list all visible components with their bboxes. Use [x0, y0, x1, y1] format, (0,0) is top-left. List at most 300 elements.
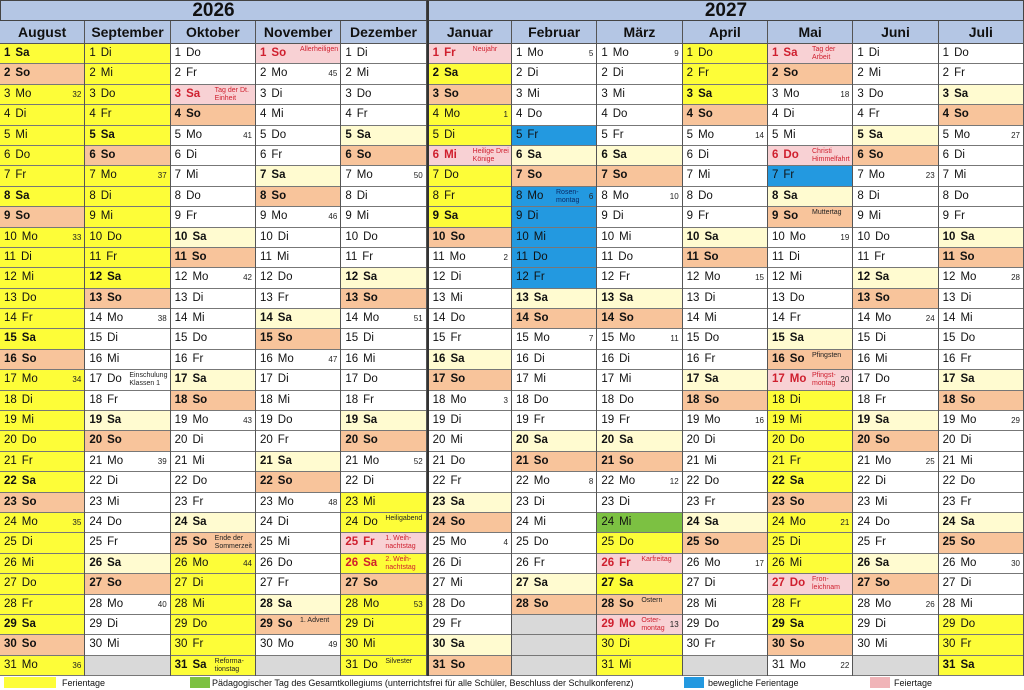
day-cell[interactable] — [85, 472, 169, 492]
day-cell[interactable] — [683, 350, 767, 370]
day-cell[interactable] — [0, 187, 84, 207]
day-cell[interactable] — [512, 105, 596, 125]
day-cell[interactable] — [512, 268, 596, 288]
day-cell[interactable] — [683, 105, 767, 125]
day-cell[interactable] — [0, 635, 84, 655]
day-cell[interactable] — [0, 350, 84, 370]
day-cell[interactable] — [853, 554, 937, 574]
day-cell[interactable] — [939, 228, 1023, 248]
day-cell[interactable] — [256, 493, 340, 513]
day-cell[interactable] — [512, 595, 596, 615]
day-cell[interactable] — [853, 370, 937, 390]
day-cell[interactable] — [341, 350, 425, 370]
day-cell[interactable] — [683, 248, 767, 268]
day-cell[interactable] — [429, 431, 511, 451]
day-cell[interactable] — [939, 493, 1023, 513]
day-cell[interactable] — [683, 452, 767, 472]
day-cell[interactable] — [0, 533, 84, 553]
day-cell[interactable] — [597, 350, 681, 370]
day-cell[interactable] — [683, 126, 767, 146]
day-cell[interactable] — [341, 472, 425, 492]
day-cell[interactable] — [171, 472, 255, 492]
day-cell[interactable] — [171, 452, 255, 472]
day-cell[interactable] — [512, 493, 596, 513]
day-cell[interactable] — [512, 228, 596, 248]
day-cell[interactable] — [341, 126, 425, 146]
day-cell[interactable] — [85, 248, 169, 268]
day-cell[interactable] — [853, 533, 937, 553]
day-cell[interactable] — [768, 656, 852, 676]
day-cell[interactable] — [512, 126, 596, 146]
day-cell[interactable] — [768, 166, 852, 186]
day-cell[interactable] — [683, 431, 767, 451]
day-cell[interactable] — [0, 452, 84, 472]
day-cell[interactable] — [597, 411, 681, 431]
day-cell[interactable] — [85, 452, 169, 472]
day-cell[interactable] — [429, 656, 511, 676]
day-cell[interactable] — [939, 248, 1023, 268]
day-cell[interactable] — [0, 309, 84, 329]
day-cell[interactable] — [85, 44, 169, 64]
day-cell[interactable] — [171, 44, 255, 64]
day-cell[interactable] — [256, 533, 340, 553]
day-cell[interactable] — [939, 391, 1023, 411]
day-cell[interactable] — [256, 554, 340, 574]
day-cell[interactable] — [853, 595, 937, 615]
day-cell[interactable] — [853, 166, 937, 186]
day-cell[interactable] — [429, 166, 511, 186]
day-cell[interactable] — [85, 64, 169, 84]
day-cell[interactable] — [429, 391, 511, 411]
day-cell[interactable] — [683, 533, 767, 553]
day-cell[interactable] — [939, 350, 1023, 370]
day-cell[interactable] — [512, 513, 596, 533]
day-cell[interactable] — [683, 268, 767, 288]
day-cell[interactable] — [939, 268, 1023, 288]
day-cell[interactable] — [341, 533, 425, 553]
day-cell[interactable] — [0, 44, 84, 64]
day-cell[interactable] — [429, 513, 511, 533]
day-cell[interactable] — [768, 615, 852, 635]
day-cell[interactable] — [939, 533, 1023, 553]
day-cell[interactable] — [171, 289, 255, 309]
day-cell[interactable] — [853, 207, 937, 227]
day-cell[interactable] — [341, 493, 425, 513]
day-cell[interactable] — [171, 635, 255, 655]
day-cell[interactable] — [85, 554, 169, 574]
day-cell[interactable] — [853, 431, 937, 451]
day-cell[interactable] — [597, 472, 681, 492]
day-cell[interactable] — [597, 207, 681, 227]
day-cell[interactable] — [683, 309, 767, 329]
day-cell[interactable] — [0, 166, 84, 186]
day-cell[interactable] — [256, 248, 340, 268]
day-cell[interactable] — [683, 228, 767, 248]
day-cell[interactable] — [429, 228, 511, 248]
day-cell[interactable] — [683, 595, 767, 615]
day-cell[interactable] — [597, 228, 681, 248]
day-cell[interactable] — [85, 431, 169, 451]
day-cell[interactable] — [0, 207, 84, 227]
day-cell[interactable] — [0, 554, 84, 574]
day-cell[interactable] — [853, 126, 937, 146]
day-cell[interactable] — [341, 370, 425, 390]
day-cell[interactable] — [0, 493, 84, 513]
day-cell[interactable] — [597, 554, 681, 574]
day-cell[interactable] — [768, 493, 852, 513]
day-cell[interactable] — [429, 554, 511, 574]
day-cell[interactable] — [341, 595, 425, 615]
day-cell[interactable] — [512, 44, 596, 64]
day-cell[interactable] — [939, 329, 1023, 349]
day-cell[interactable] — [341, 554, 425, 574]
day-cell[interactable] — [256, 309, 340, 329]
day-cell[interactable] — [341, 431, 425, 451]
day-cell[interactable] — [683, 472, 767, 492]
day-cell[interactable] — [171, 595, 255, 615]
day-cell[interactable] — [171, 656, 255, 676]
day-cell[interactable] — [256, 411, 340, 431]
day-cell[interactable] — [768, 329, 852, 349]
day-cell[interactable] — [768, 268, 852, 288]
day-cell[interactable] — [256, 166, 340, 186]
day-cell[interactable] — [768, 391, 852, 411]
day-cell[interactable] — [683, 615, 767, 635]
day-cell[interactable] — [768, 289, 852, 309]
day-cell[interactable] — [597, 289, 681, 309]
day-cell[interactable] — [85, 329, 169, 349]
day-cell[interactable] — [853, 574, 937, 594]
day-cell[interactable] — [341, 329, 425, 349]
day-cell[interactable] — [768, 513, 852, 533]
day-cell[interactable] — [341, 268, 425, 288]
day-cell[interactable] — [683, 370, 767, 390]
day-cell[interactable] — [0, 615, 84, 635]
day-cell[interactable] — [171, 615, 255, 635]
day-cell[interactable] — [85, 126, 169, 146]
day-cell[interactable] — [939, 309, 1023, 329]
day-cell[interactable] — [768, 187, 852, 207]
day-cell[interactable] — [85, 166, 169, 186]
day-cell[interactable] — [0, 411, 84, 431]
day-cell[interactable] — [171, 370, 255, 390]
day-cell[interactable] — [429, 289, 511, 309]
day-cell[interactable] — [597, 493, 681, 513]
day-cell[interactable] — [0, 268, 84, 288]
day-cell[interactable] — [768, 554, 852, 574]
day-cell[interactable] — [429, 187, 511, 207]
day-cell[interactable] — [341, 289, 425, 309]
day-cell[interactable] — [939, 513, 1023, 533]
day-cell[interactable] — [597, 533, 681, 553]
day-cell[interactable] — [768, 533, 852, 553]
day-cell[interactable] — [853, 268, 937, 288]
day-cell[interactable] — [768, 411, 852, 431]
day-cell[interactable] — [171, 207, 255, 227]
day-cell[interactable] — [85, 289, 169, 309]
day-cell[interactable] — [171, 533, 255, 553]
day-cell[interactable] — [171, 228, 255, 248]
day-cell[interactable] — [939, 105, 1023, 125]
day-cell[interactable] — [512, 329, 596, 349]
day-cell[interactable] — [597, 187, 681, 207]
day-cell[interactable] — [85, 187, 169, 207]
day-cell[interactable] — [171, 493, 255, 513]
day-cell[interactable] — [0, 126, 84, 146]
day-cell[interactable] — [512, 166, 596, 186]
day-cell[interactable] — [597, 635, 681, 655]
day-cell[interactable] — [85, 146, 169, 166]
day-cell[interactable] — [683, 85, 767, 105]
day-cell[interactable] — [171, 350, 255, 370]
day-cell[interactable] — [171, 85, 255, 105]
day-cell[interactable] — [768, 635, 852, 655]
day-cell[interactable] — [512, 248, 596, 268]
day-cell[interactable] — [429, 595, 511, 615]
day-cell[interactable] — [85, 207, 169, 227]
day-cell[interactable] — [171, 64, 255, 84]
day-cell[interactable] — [429, 268, 511, 288]
day-cell[interactable] — [0, 431, 84, 451]
day-cell[interactable] — [85, 391, 169, 411]
day-cell[interactable] — [85, 493, 169, 513]
day-cell[interactable] — [341, 615, 425, 635]
day-cell[interactable] — [512, 574, 596, 594]
day-cell[interactable] — [597, 615, 681, 635]
day-cell[interactable] — [171, 391, 255, 411]
day-cell[interactable] — [768, 595, 852, 615]
day-cell[interactable] — [429, 85, 511, 105]
day-cell[interactable] — [171, 513, 255, 533]
day-cell[interactable] — [853, 472, 937, 492]
day-cell[interactable] — [683, 44, 767, 64]
day-cell[interactable] — [256, 329, 340, 349]
day-cell[interactable] — [597, 64, 681, 84]
day-cell[interactable] — [256, 431, 340, 451]
day-cell[interactable] — [597, 309, 681, 329]
day-cell[interactable] — [256, 635, 340, 655]
day-cell[interactable] — [0, 146, 84, 166]
day-cell[interactable] — [683, 493, 767, 513]
day-cell[interactable] — [683, 289, 767, 309]
day-cell[interactable] — [341, 656, 425, 676]
day-cell[interactable] — [0, 248, 84, 268]
day-cell[interactable] — [768, 228, 852, 248]
day-cell[interactable] — [768, 248, 852, 268]
day-cell[interactable] — [256, 350, 340, 370]
day-cell[interactable] — [85, 228, 169, 248]
day-cell[interactable] — [256, 574, 340, 594]
day-cell[interactable] — [85, 268, 169, 288]
day-cell[interactable] — [853, 85, 937, 105]
day-cell[interactable] — [429, 493, 511, 513]
day-cell[interactable] — [939, 64, 1023, 84]
day-cell[interactable] — [853, 309, 937, 329]
day-cell[interactable] — [85, 635, 169, 655]
day-cell[interactable] — [939, 85, 1023, 105]
day-cell[interactable] — [0, 228, 84, 248]
day-cell[interactable] — [256, 85, 340, 105]
day-cell[interactable] — [597, 166, 681, 186]
day-cell[interactable] — [256, 513, 340, 533]
day-cell[interactable] — [939, 166, 1023, 186]
day-cell[interactable] — [429, 146, 511, 166]
day-cell[interactable] — [597, 391, 681, 411]
day-cell[interactable] — [683, 166, 767, 186]
day-cell[interactable] — [429, 64, 511, 84]
day-cell[interactable] — [853, 187, 937, 207]
day-cell[interactable] — [683, 574, 767, 594]
day-cell[interactable] — [597, 268, 681, 288]
day-cell[interactable] — [939, 370, 1023, 390]
day-cell[interactable] — [512, 85, 596, 105]
day-cell[interactable] — [853, 105, 937, 125]
day-cell[interactable] — [853, 248, 937, 268]
day-cell[interactable] — [683, 411, 767, 431]
day-cell[interactable] — [683, 635, 767, 655]
day-cell[interactable] — [256, 126, 340, 146]
day-cell[interactable] — [512, 207, 596, 227]
day-cell[interactable] — [341, 146, 425, 166]
day-cell[interactable] — [85, 105, 169, 125]
day-cell[interactable] — [853, 228, 937, 248]
day-cell[interactable] — [512, 370, 596, 390]
day-cell[interactable] — [853, 64, 937, 84]
day-cell[interactable] — [597, 656, 681, 676]
day-cell[interactable] — [85, 370, 169, 390]
day-cell[interactable] — [429, 207, 511, 227]
day-cell[interactable] — [256, 452, 340, 472]
day-cell[interactable] — [597, 595, 681, 615]
day-cell[interactable] — [171, 329, 255, 349]
day-cell[interactable] — [85, 309, 169, 329]
day-cell[interactable] — [0, 64, 84, 84]
day-cell[interactable] — [256, 370, 340, 390]
day-cell[interactable] — [939, 472, 1023, 492]
day-cell[interactable] — [512, 452, 596, 472]
day-cell[interactable] — [0, 513, 84, 533]
day-cell[interactable] — [683, 207, 767, 227]
day-cell[interactable] — [341, 228, 425, 248]
day-cell[interactable] — [512, 533, 596, 553]
day-cell[interactable] — [683, 146, 767, 166]
day-cell[interactable] — [512, 431, 596, 451]
day-cell[interactable] — [768, 105, 852, 125]
day-cell[interactable] — [429, 533, 511, 553]
day-cell[interactable] — [597, 574, 681, 594]
day-cell[interactable] — [429, 350, 511, 370]
day-cell[interactable] — [171, 146, 255, 166]
day-cell[interactable] — [683, 391, 767, 411]
day-cell[interactable] — [429, 472, 511, 492]
day-cell[interactable] — [939, 126, 1023, 146]
day-cell[interactable] — [512, 554, 596, 574]
day-cell[interactable] — [429, 452, 511, 472]
day-cell[interactable] — [683, 554, 767, 574]
day-cell[interactable] — [853, 635, 937, 655]
day-cell[interactable] — [429, 370, 511, 390]
day-cell[interactable] — [429, 126, 511, 146]
day-cell[interactable] — [768, 472, 852, 492]
day-cell[interactable] — [853, 615, 937, 635]
day-cell[interactable] — [256, 187, 340, 207]
day-cell[interactable] — [512, 411, 596, 431]
day-cell[interactable] — [597, 146, 681, 166]
day-cell[interactable] — [256, 207, 340, 227]
day-cell[interactable] — [512, 309, 596, 329]
day-cell[interactable] — [939, 574, 1023, 594]
day-cell[interactable] — [939, 187, 1023, 207]
day-cell[interactable] — [939, 595, 1023, 615]
day-cell[interactable] — [853, 350, 937, 370]
day-cell[interactable] — [853, 452, 937, 472]
day-cell[interactable] — [939, 431, 1023, 451]
day-cell[interactable] — [512, 350, 596, 370]
day-cell[interactable] — [0, 656, 84, 676]
day-cell[interactable] — [429, 411, 511, 431]
day-cell[interactable] — [85, 615, 169, 635]
day-cell[interactable] — [939, 554, 1023, 574]
day-cell[interactable] — [939, 452, 1023, 472]
day-cell[interactable] — [0, 85, 84, 105]
day-cell[interactable] — [939, 146, 1023, 166]
day-cell[interactable] — [85, 533, 169, 553]
day-cell[interactable] — [512, 472, 596, 492]
day-cell[interactable] — [85, 595, 169, 615]
day-cell[interactable] — [341, 391, 425, 411]
day-cell[interactable] — [597, 329, 681, 349]
day-cell[interactable] — [683, 329, 767, 349]
day-cell[interactable] — [512, 187, 596, 207]
day-cell[interactable] — [171, 554, 255, 574]
day-cell[interactable] — [171, 105, 255, 125]
day-cell[interactable] — [171, 411, 255, 431]
day-cell[interactable] — [341, 105, 425, 125]
day-cell[interactable] — [256, 146, 340, 166]
day-cell[interactable] — [341, 248, 425, 268]
day-cell[interactable] — [429, 635, 511, 655]
day-cell[interactable] — [341, 574, 425, 594]
day-cell[interactable] — [429, 105, 511, 125]
day-cell[interactable] — [0, 595, 84, 615]
day-cell[interactable] — [0, 289, 84, 309]
day-cell[interactable] — [597, 431, 681, 451]
day-cell[interactable] — [939, 289, 1023, 309]
day-cell[interactable] — [768, 146, 852, 166]
day-cell[interactable] — [853, 146, 937, 166]
day-cell[interactable] — [768, 207, 852, 227]
day-cell[interactable] — [429, 248, 511, 268]
day-cell[interactable] — [341, 187, 425, 207]
day-cell[interactable] — [853, 44, 937, 64]
day-cell[interactable] — [768, 350, 852, 370]
day-cell[interactable] — [768, 85, 852, 105]
day-cell[interactable] — [512, 289, 596, 309]
day-cell[interactable] — [853, 329, 937, 349]
day-cell[interactable] — [512, 146, 596, 166]
day-cell[interactable] — [171, 309, 255, 329]
day-cell[interactable] — [429, 574, 511, 594]
day-cell[interactable] — [597, 452, 681, 472]
day-cell[interactable] — [341, 85, 425, 105]
day-cell[interactable] — [341, 635, 425, 655]
day-cell[interactable] — [0, 574, 84, 594]
day-cell[interactable] — [256, 615, 340, 635]
day-cell[interactable] — [853, 513, 937, 533]
day-cell[interactable] — [171, 126, 255, 146]
day-cell[interactable] — [171, 248, 255, 268]
day-cell[interactable] — [256, 391, 340, 411]
